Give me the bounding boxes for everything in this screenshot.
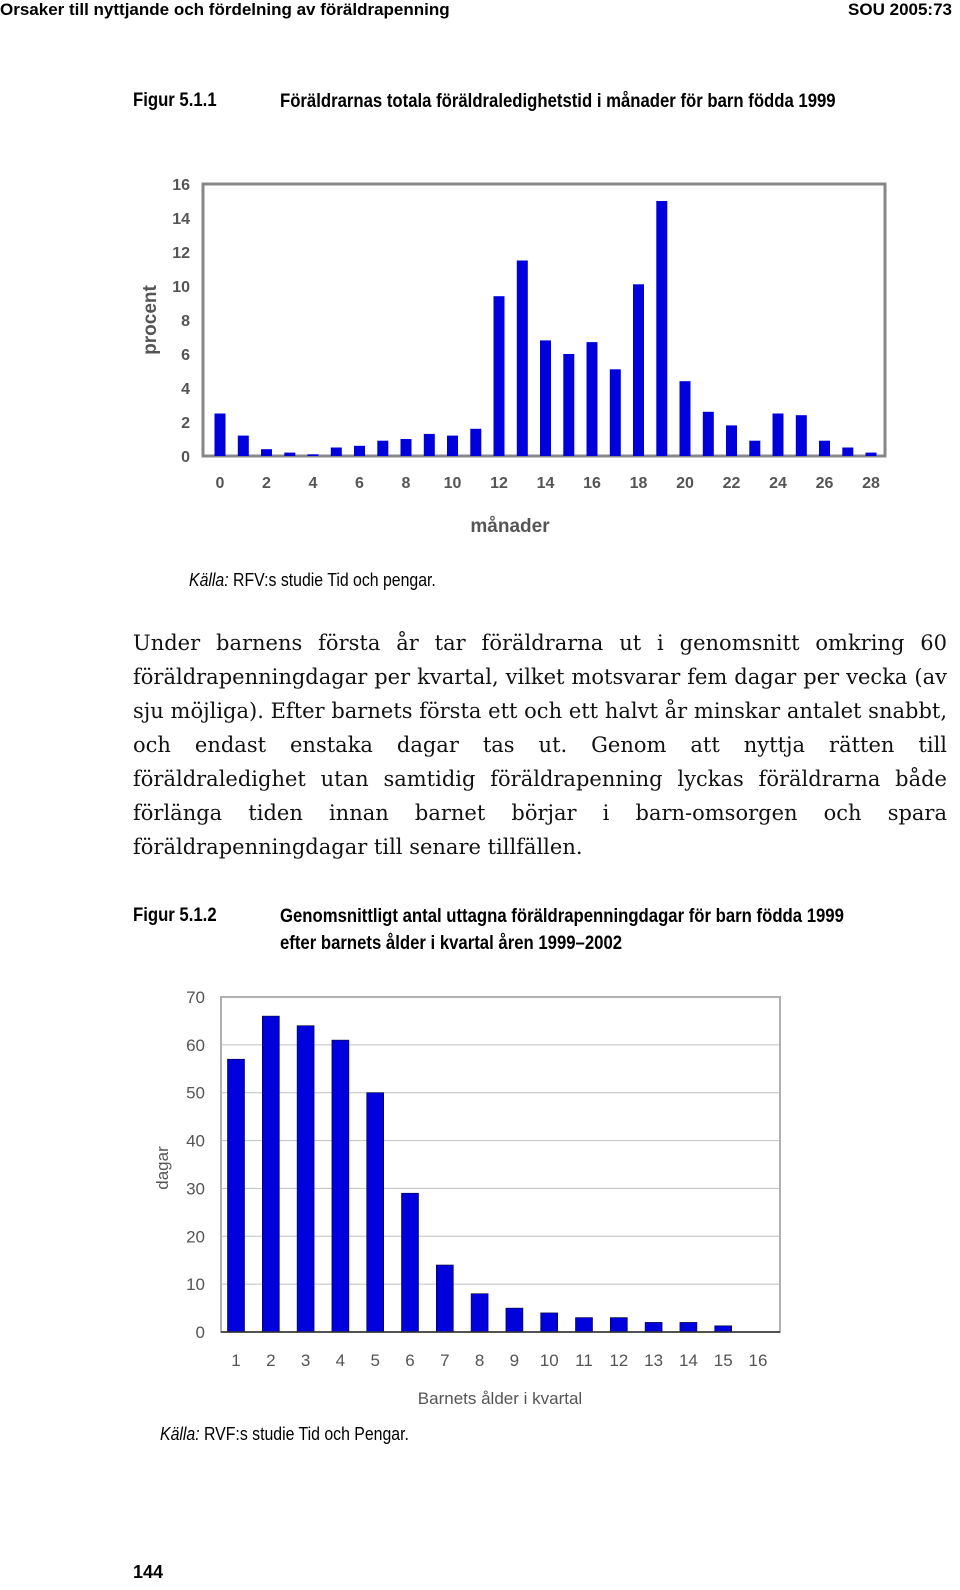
figure-1-bar xyxy=(331,448,342,457)
figure-1-bar xyxy=(215,414,226,457)
figure-1-bar xyxy=(819,441,830,456)
figure-1-bar xyxy=(424,434,435,456)
figure-2-bar xyxy=(262,1016,279,1332)
running-header-report-number: SOU 2005:73 xyxy=(848,0,952,19)
figure-2-bar xyxy=(228,1059,245,1332)
figure-2-x-tick-label: 16 xyxy=(748,1351,768,1370)
figure-2-x-tick-label: 9 xyxy=(509,1351,520,1370)
figure-2-bar xyxy=(541,1313,558,1332)
figure-2-bar xyxy=(610,1318,627,1332)
figure-1-x-tick-label: 4 xyxy=(308,475,318,492)
figure-1-y-tick-label: 14 xyxy=(172,211,190,228)
figure-1-number: Figur 5.1.1 xyxy=(133,90,217,111)
figure-1-bar xyxy=(796,415,807,456)
figure-1-bar xyxy=(749,441,760,456)
figure-2-x-tick-label: 4 xyxy=(335,1351,346,1370)
figure-2-bar xyxy=(680,1322,697,1332)
figure-1-bar xyxy=(633,284,644,456)
figure-2-x-tick-label: 6 xyxy=(405,1351,415,1370)
figure-1-x-tick-label: 24 xyxy=(769,475,787,492)
figure-2-bar xyxy=(471,1294,488,1332)
figure-2-x-tick-label: 12 xyxy=(609,1351,629,1370)
figure-1-caption: Föräldrarnas totala föräldraledighetstid i månader för barn födda 1999 xyxy=(280,91,836,112)
figure-1-bar xyxy=(354,446,365,456)
figure-2-bar xyxy=(402,1193,419,1332)
figure-2-x-tick-label: 13 xyxy=(644,1351,664,1370)
figure-1-x-tick-label: 0 xyxy=(215,475,225,492)
figure-2-bar xyxy=(715,1326,732,1332)
figure-1-bar xyxy=(540,340,551,456)
figure-1-x-tick-label: 14 xyxy=(536,475,555,492)
figure-2-y-tick-label: 10 xyxy=(186,1275,205,1295)
figure-1-y-tick-label: 8 xyxy=(181,313,190,330)
figure-2-source-text: RVF:s studie Tid och Pengar. xyxy=(199,1424,409,1444)
figure-2-x-tick-label: 14 xyxy=(678,1351,698,1370)
figure-1-bar xyxy=(308,454,319,456)
figure-2-x-tick-label: 2 xyxy=(266,1351,276,1370)
figure-2-bar xyxy=(436,1265,453,1332)
figure-1-x-tick-label: 18 xyxy=(629,475,648,492)
figure-2-x-axis-label: Barnets ålder i kvartal xyxy=(417,1389,583,1408)
body-paragraph: Under barnens första år tar föräldrarna ut i genomsnitt omkring 60 föräldrapenningdagar per kvartal, vilket motsvarar fem dagar per vecka (av sju möjliga). Efter barnets första ett och ett halvt år minskar antalet snabbt, och endast enstaka dagar tas ut. Genom att nyttja rätten till föräldraledighet utan samtidig föräldrapenning lyckas föräldrarna både förlänga tiden innan barnet börjar i barn-omsorgen och spara föräldrapenningdagar till senare tillfällen. xyxy=(133,631,947,859)
figure-2-x-tick-label: 7 xyxy=(440,1351,450,1370)
figure-2-x-tick-label: 10 xyxy=(539,1351,559,1370)
figure-2-bar-chart xyxy=(0,980,960,1420)
figure-2-y-axis-label: dagar xyxy=(153,1146,172,1190)
figure-2-source-label: Källa: xyxy=(160,1424,200,1444)
figure-2-bar xyxy=(576,1318,593,1332)
figure-1-x-tick-label: 26 xyxy=(815,475,834,492)
figure-1-bar xyxy=(238,436,249,456)
figure-1-x-tick-label: 12 xyxy=(490,475,508,492)
figure-2-caption: Genomsnittligt antal uttagna föräldrapenningdagar för barn födda 1999 efter barnets ålder i kvartal åren 1999–2002 xyxy=(280,906,844,954)
figure-2-x-tick-label: 11 xyxy=(575,1351,593,1370)
figure-1-bar xyxy=(656,201,667,456)
figure-1-bar xyxy=(517,261,528,457)
figure-2-bar xyxy=(506,1308,523,1332)
figure-1-x-tick-label: 8 xyxy=(401,475,411,492)
figure-1-y-tick-label: 12 xyxy=(172,245,190,262)
figure-1-y-tick-label: 0 xyxy=(181,449,190,466)
figure-1-source-label: Källa: xyxy=(189,570,229,590)
figure-1-source-text: RFV:s studie Tid och pengar. xyxy=(228,570,436,590)
figure-1-bar xyxy=(703,412,714,456)
figure-2-bar xyxy=(297,1026,314,1332)
figure-2-x-tick-label: 3 xyxy=(300,1351,311,1370)
figure-2-bar xyxy=(367,1093,384,1332)
figure-1-y-tick-label: 10 xyxy=(172,279,190,296)
figure-2-bar xyxy=(645,1322,662,1332)
figure-1-x-tick-label: 28 xyxy=(862,475,880,492)
figure-2-x-tick-label: 8 xyxy=(474,1351,485,1370)
figure-1-bar xyxy=(866,453,877,456)
figure-1-x-tick-label: 10 xyxy=(443,475,462,492)
running-header-title: Orsaker till nyttjande och fördelning av föräldrapenning xyxy=(0,0,450,19)
figure-1-x-tick-label: 22 xyxy=(722,475,741,492)
figure-1-x-tick-label: 2 xyxy=(262,475,271,492)
figure-2-y-tick-label: 20 xyxy=(186,1227,205,1247)
figure-2-y-tick-label: 50 xyxy=(186,1083,205,1103)
figure-1-x-tick-label: 6 xyxy=(355,475,364,492)
figure-1-bar xyxy=(470,429,481,456)
figure-2-x-tick-label: 5 xyxy=(370,1351,380,1370)
figure-1-x-tick-label: 20 xyxy=(676,475,694,492)
figure-1-bar xyxy=(401,439,412,456)
figure-1-bar xyxy=(587,342,598,456)
figure-1-bar xyxy=(377,441,388,456)
figure-2-y-tick-label: 60 xyxy=(186,1035,205,1055)
figure-1-bar xyxy=(773,414,784,457)
figure-2-x-tick-label: 15 xyxy=(713,1351,733,1370)
figure-2-y-tick-label: 70 xyxy=(186,988,205,1007)
figure-1-source xyxy=(189,570,436,591)
figure-1-bar xyxy=(680,381,691,456)
figure-1-y-tick-label: 16 xyxy=(172,177,190,194)
figure-1-bar xyxy=(610,369,621,456)
figure-1-bar xyxy=(447,436,458,456)
figure-2-source xyxy=(160,1424,409,1445)
figure-1-bar xyxy=(842,448,853,457)
figure-2-y-tick-label: 40 xyxy=(186,1131,205,1151)
figure-1-x-axis-label: månader xyxy=(470,516,550,537)
figure-1-bar xyxy=(284,453,295,456)
page-number: 144 xyxy=(133,1562,164,1582)
figure-1-bar xyxy=(563,354,574,456)
figure-1-y-tick-label: 4 xyxy=(181,381,190,398)
figure-1-y-tick-label: 2 xyxy=(181,415,190,432)
figure-1-bar xyxy=(494,296,505,456)
figure-2-number: Figur 5.1.2 xyxy=(133,905,217,926)
figure-1-bar-chart xyxy=(0,160,960,550)
figure-1-bar xyxy=(261,449,272,456)
figure-2-y-tick-label: 0 xyxy=(195,1323,205,1342)
figure-2-x-tick-label: 1 xyxy=(231,1351,241,1370)
figure-1-bar xyxy=(726,425,737,456)
figure-2-y-tick-label: 30 xyxy=(186,1179,205,1199)
figure-1-x-tick-label: 16 xyxy=(583,475,601,492)
figure-2-bar xyxy=(332,1040,349,1332)
figure-1-y-tick-label: 6 xyxy=(181,347,190,364)
figure-1-y-axis-label: procent xyxy=(140,285,161,355)
